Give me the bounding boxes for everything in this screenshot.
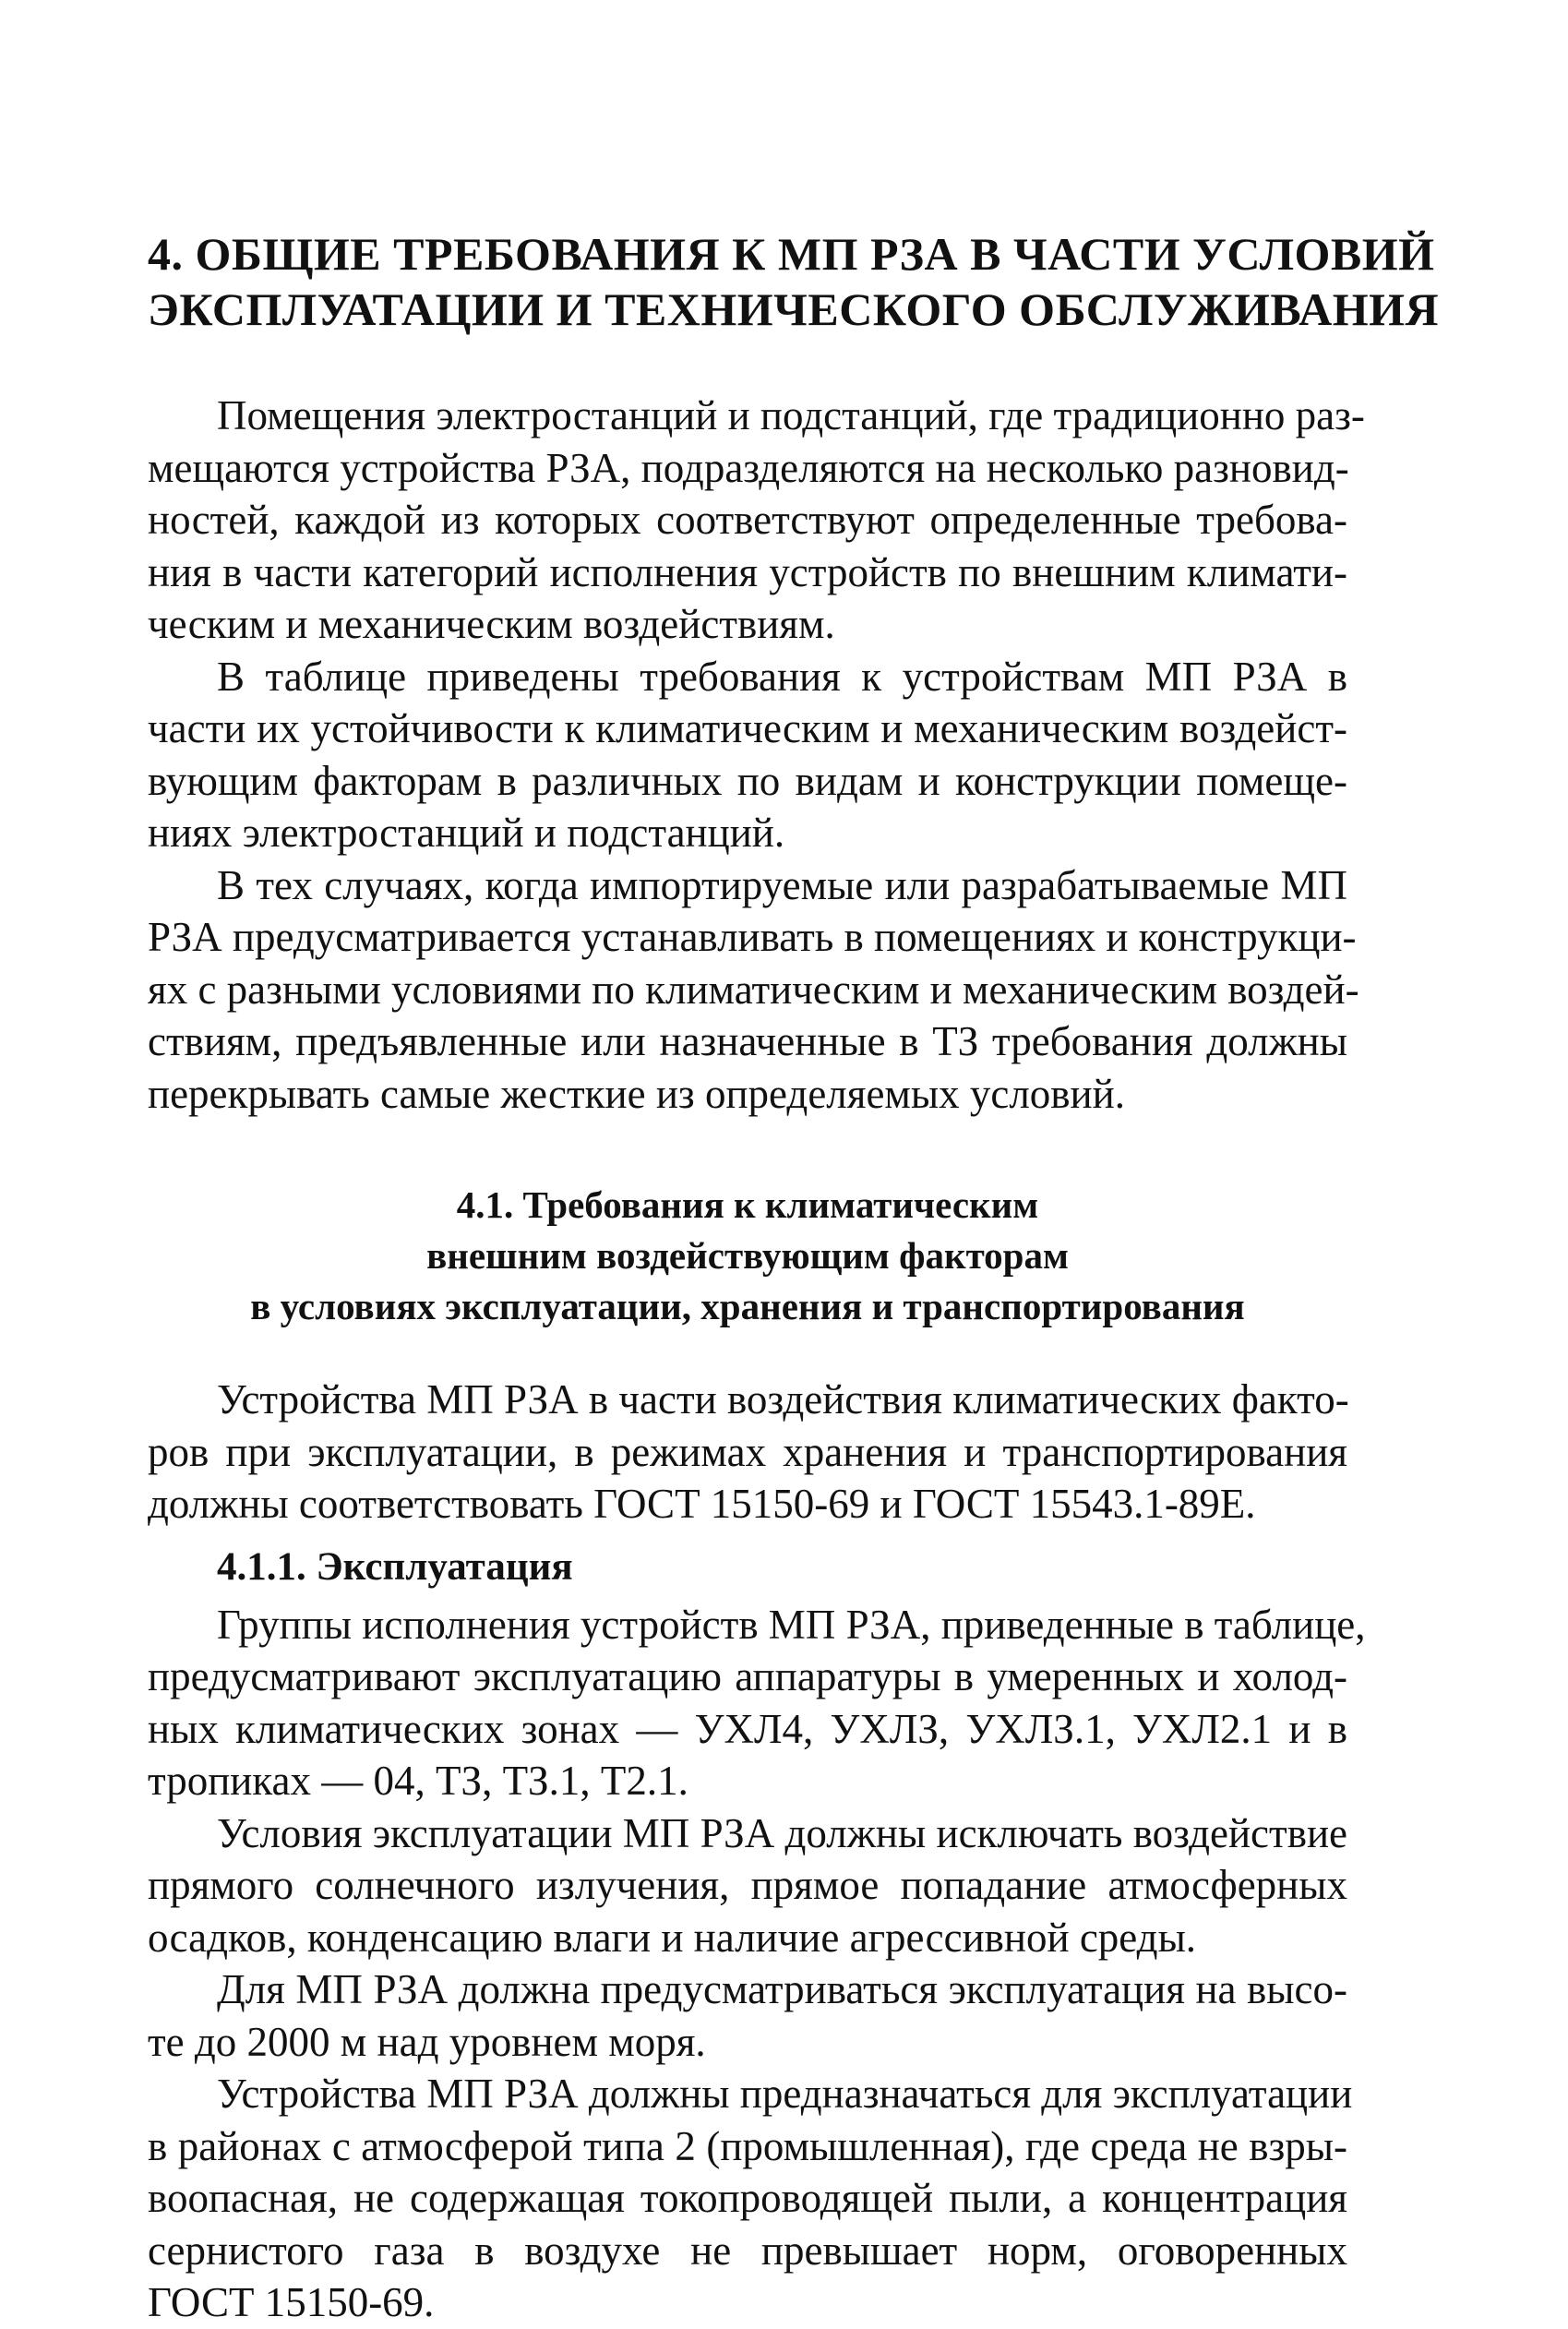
text-line: вующим факторам в различных по видам и конструкции помеще-: [148, 757, 1347, 804]
document-page: [148, 226, 1440, 2329]
text-line: части их устойчивости к климатическим и механическим воздейст-: [148, 705, 1347, 751]
intro-paragraph: [148, 859, 1359, 1121]
section-title-4-1: [148, 1180, 1347, 1332]
text-line: ствиям, предъявленные или назначенные в ТЗ требования должны: [148, 1018, 1347, 1064]
chapter-title-line: ЭКСПЛУАТАЦИИ И ТЕХНИЧЕСКОГО ОБСЛУЖИВАНИЯ: [148, 283, 1440, 335]
text-line: ния в части категорий исполнения устройств по внешним климати-: [148, 548, 1347, 595]
text-line: тропиках — 04, ТЗ, ТЗ.1, Т2.1.: [148, 1758, 688, 1804]
subsection-heading-4-1-1: 4.1.1. Эксплуатация: [217, 1544, 573, 1589]
text-line: В таблице приведены требования к устройствам МП РЗА в: [217, 653, 1347, 700]
section-title-line: внешним воздействующим факторам: [426, 1234, 1069, 1277]
text-line: ниях электростанций и подстанций.: [148, 810, 785, 856]
intro-paragraph: [148, 651, 1347, 859]
text-line: Помещения электростанций и подстанций, где традиционно раз-: [217, 392, 1365, 438]
text-line: воопасная, не содержащая токопроводящей пыли, а концентрация: [148, 2175, 1347, 2221]
section-4-1-1-paragraph: [148, 1599, 1366, 1807]
section-4-1-1-paragraph: [148, 2068, 1353, 2329]
chapter-title-line: 4. ОБЩИЕ ТРЕБОВАНИЯ К МП РЗА В ЧАСТИ УСЛОВИЙ: [148, 228, 1435, 280]
text-line: должны соответствовать ГОСТ 15150-69 и ГОСТ 15543.1-89Е.: [148, 1481, 1256, 1527]
text-line: ных климатических зонах — УХЛ4, УХЛЗ, УХЛЗ.1, УХЛ2.1 и в: [148, 1705, 1347, 1752]
text-line: Устройства МП РЗА должны предназначаться для эксплуатации: [217, 2071, 1353, 2117]
text-line: мещаются устройства РЗА, подразделяются на несколько разновид-: [148, 444, 1349, 491]
section-4-1-paragraph: [148, 1374, 1347, 1531]
section-title-line: в условиях эксплуатации, хранения и транспортирования: [250, 1285, 1245, 1327]
section-title-line: 4.1. Требования к климатическим: [456, 1183, 1039, 1226]
text-line: ГОСТ 15150-69.: [148, 2279, 435, 2325]
text-line: предусматривают эксплуатацию аппаратуры в умеренных и холод-: [148, 1653, 1347, 1699]
text-line: Группы исполнения устройств МП РЗА, приведенные в таблице,: [217, 1601, 1366, 1648]
text-line: сернистого газа в воздухе не превышает норм, оговоренных: [148, 2227, 1347, 2274]
text-line: РЗА предусматривается устанавливать в помещениях и конструкци-: [148, 914, 1357, 960]
text-line: те до 2000 м над уровнем моря.: [148, 2018, 706, 2065]
text-line: перекрывать самые жесткие из определяемых условий.: [148, 1070, 1125, 1117]
text-line: ностей, каждой из которых соответствуют определенные требова-: [148, 497, 1347, 543]
text-line: Устройства МП РЗА в части воздействия климатических факто-: [217, 1376, 1349, 1423]
text-line: В тех случаях, когда импортируемые или разрабатываемые МП: [217, 861, 1347, 908]
text-line: ях с разными условиями по климатическим и механическим воздей-: [148, 966, 1359, 1013]
section-4-1-1-paragraph: [148, 1963, 1347, 2068]
intro-paragraph: [148, 390, 1365, 651]
text-line: в районах с атмосферой типа 2 (промышленная), где среда не взры-: [148, 2122, 1347, 2169]
section-4-1-1-paragraph: [148, 1807, 1347, 1964]
text-line: прямого солнечного излучения, прямое попадание атмосферных: [148, 1862, 1347, 1908]
text-line: Для МП РЗА должна предусматриваться эксплуатация на высо-: [217, 1966, 1347, 2012]
text-line: ческим и механическим воздействиям.: [148, 601, 835, 647]
text-line: ров при эксплуатации, в режимах хранения и транспортирования: [148, 1428, 1347, 1475]
text-line: Условия эксплуатации МП РЗА должны исключать воздействие: [217, 1809, 1347, 1856]
chapter-title: [148, 226, 1440, 337]
text-line: осадков, конденсацию влаги и наличие агрессивной среды.: [148, 1914, 1197, 1961]
